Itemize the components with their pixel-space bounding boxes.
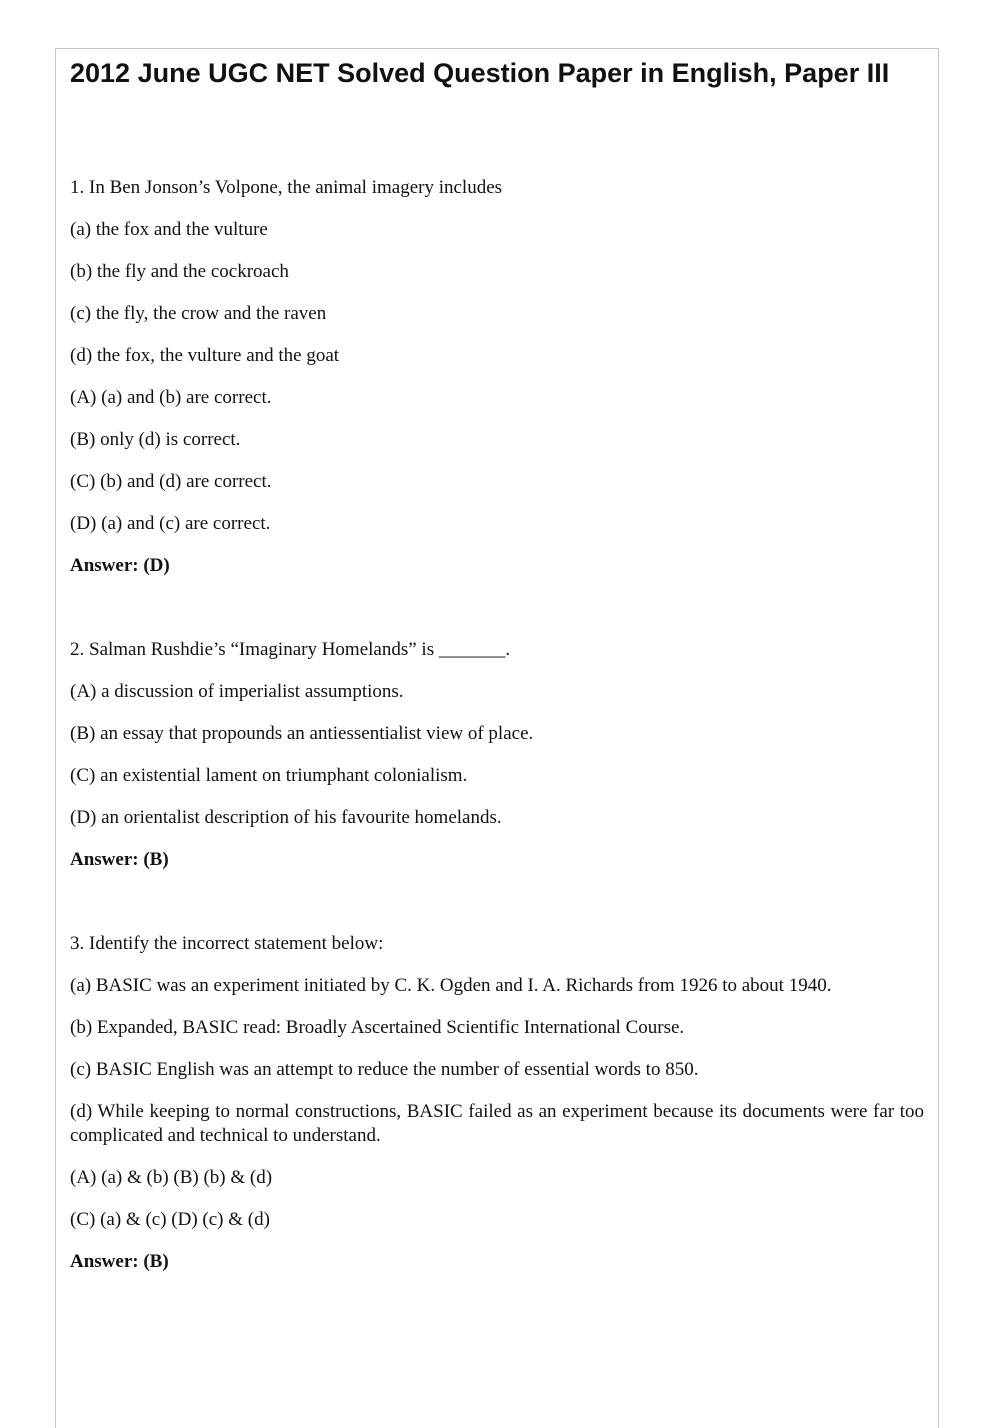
question-1-answer: Answer: (D) [70, 555, 170, 576]
question-1-option-c: (C) (b) and (d) are correct. [70, 471, 272, 492]
question-2-stem: 2. Salman Rushdie’s “Imaginary Homelands” is _______. [70, 639, 511, 660]
question-2-option-b: (B) an essay that propounds an antiessentialist view of place. [70, 723, 534, 744]
question-2-answer: Answer: (B) [70, 849, 169, 870]
question-3-option-ab: (A) (a) & (b) (B) (b) & (d) [70, 1167, 273, 1188]
question-2-option-d: (D) an orientalist description of his favourite homelands. [70, 807, 502, 828]
question-3-stem: 3. Identify the incorrect statement below: [70, 933, 384, 954]
question-1-statement-b: (b) the fly and the cockroach [70, 261, 289, 282]
page-title: 2012 June UGC NET Solved Question Paper in English, Paper III [70, 58, 890, 88]
question-content [70, 176, 924, 1292]
question-3-option-cd: (C) (a) & (c) (D) (c) & (d) [70, 1209, 270, 1230]
question-3-answer: Answer: (B) [70, 1251, 169, 1272]
question-2-option-c: (C) an existential lament on triumphant colonialism. [70, 765, 468, 786]
question-spacer [70, 596, 924, 638]
question-3-statement-b: (b) Expanded, BASIC read: Broadly Ascertained Scientific International Course. [70, 1017, 685, 1038]
question-1-stem: 1. In Ben Jonson’s Volpone, the animal imagery includes [70, 177, 503, 198]
question-1-statement-a: (a) the fox and the vulture [70, 219, 268, 240]
question-3-statement-a: (a) BASIC was an experiment initiated by C. K. Ogden and I. A. Richards from 1926 to about 1940. [70, 975, 832, 996]
question-1-option-a: (A) (a) and (b) are correct. [70, 387, 272, 408]
question-1-statement-d: (d) the fox, the vulture and the goat [70, 345, 340, 366]
question-1-option-d: (D) (a) and (c) are correct. [70, 513, 271, 534]
question-2 [70, 638, 924, 872]
question-spacer [70, 890, 924, 932]
question-2-option-a: (A) a discussion of imperialist assumptions. [70, 681, 404, 702]
question-3-statement-d: (d) While keeping to normal constructions, BASIC failed as an experiment because its documents were far too complicated and technical to understand. [70, 1101, 924, 1146]
question-1-option-b: (B) only (d) is correct. [70, 429, 241, 450]
question-3 [70, 932, 924, 1274]
question-1-statement-c: (c) the fly, the crow and the raven [70, 303, 327, 324]
question-3-statement-c: (c) BASIC English was an attempt to reduce the number of essential words to 850. [70, 1059, 699, 1080]
question-1 [70, 176, 924, 578]
